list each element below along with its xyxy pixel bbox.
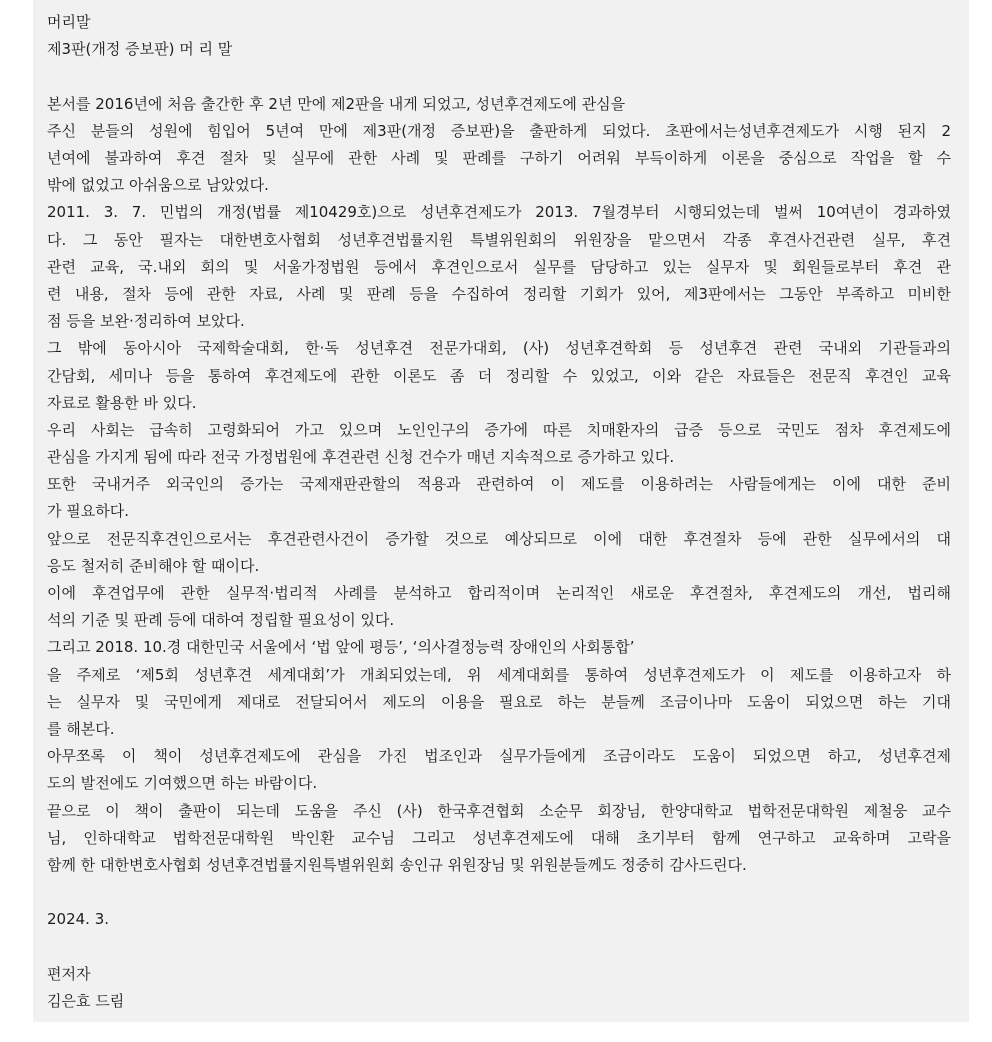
body-line: 아무쪼록 이 책이 성년후견제도에 관심을 가진 법조인과 실무가들에게 조금이라도 도움이 되었으면 하고, 성년후견제 bbox=[47, 747, 951, 766]
preface-text bbox=[47, 9, 951, 1015]
body-line: 관심을 가지게 됨에 따라 전국 가정법원에 후견관련 신청 건수가 매년 지속적으로 증가하고 있다. bbox=[47, 448, 675, 467]
preface-title: 제3판(개정 증보판) 머 리 말 bbox=[47, 40, 233, 59]
spacer bbox=[47, 934, 951, 961]
body-line: 련 내용, 절차 등에 관한 자료, 사례 및 판례 등을 수집하여 정리할 기회가 있어, 제3판에서는 그동안 부족하고 미비한 bbox=[47, 284, 951, 303]
body-line: 밖에 없었고 아쉬움으로 남았었다. bbox=[47, 176, 269, 195]
body-line: 다. 그 동안 필자는 대한변호사협회 성년후견법률지원 특별위원회의 위원장을 맡으면서 각종 후견사건관련 실무, 후견 bbox=[47, 230, 951, 249]
body-line: 년여에 불과하여 후견 절차 및 실무에 관한 사례 및 판례를 구하기 어려워 부득이하게 이론을 중심으로 작업을 할 수 bbox=[47, 148, 951, 167]
body-line: 을 주제로 ‘제5회 성년후견 세계대회’가 개최되었는데, 위 세계대회를 통하여 성년후견제도가 이 제도를 이용하고자 하 bbox=[47, 665, 951, 684]
author-signature: 김은효 드림 bbox=[47, 992, 125, 1010]
body-line: 자료로 활용한 바 있다. bbox=[47, 393, 197, 412]
body-line: 본서를 2016년에 처음 출간한 후 2년 만에 제2판을 내게 되었고, 성년후견제도에 관심을 bbox=[47, 94, 626, 113]
body-line: 응도 철저히 준비해야 할 때이다. bbox=[47, 556, 260, 575]
body-line: 도의 발전에도 기여했으면 하는 바람이다. bbox=[47, 774, 318, 793]
body-line: 석의 기준 및 판례 등에 대하여 정립할 필요성이 있다. bbox=[47, 611, 395, 630]
body-line: 2011. 3. 7. 민법의 개정(법률 제10429호)으로 성년후견제도가 2013. 7월경부터 시행되었는데 벌써 10여년이 경과하였 bbox=[47, 203, 951, 222]
body-line: 를 해본다. bbox=[47, 720, 115, 739]
body-line: 앞으로 전문직후견인으로서는 후견관련사건이 증가할 것으로 예상되므로 이에 대한 후견절차 등에 관한 실무에서의 대 bbox=[47, 529, 951, 548]
body-line: 끝으로 이 책이 출판이 되는데 도움을 주신 (사) 한국후견협회 소순무 회장님, 한양대학교 법학전문대학원 제철웅 교수 bbox=[47, 801, 951, 820]
date-line: 2024. 3. bbox=[47, 910, 110, 929]
author-role: 편저자 bbox=[47, 964, 91, 983]
body-line: 는 실무자 및 국민에게 제대로 전달되어서 제도의 이용을 필요로 하는 분들께 조금이나마 도움이 되었으면 하는 기대 bbox=[47, 692, 951, 711]
body-line: 함께 한 대한변호사협회 성년후견법률지원특별위원회 송인규 위원장님 및 위원분들께도 정중히 감사드린다. bbox=[47, 856, 747, 875]
body-line: 가 필요하다. bbox=[47, 502, 129, 521]
body-line: 이에 후견업무에 관한 실무적·법리적 사례를 분석하고 합리적이며 논리적인 새로운 후견절차, 후견제도의 개선, 법리해 bbox=[47, 584, 951, 603]
document-panel bbox=[33, 0, 969, 1022]
body-line: 님, 인하대학교 법학전문대학원 박인환 교수님 그리고 성년후견제도에 대해 초기부터 함께 연구하고 교육하며 고락을 bbox=[47, 828, 951, 847]
body-line: 우리 사회는 급속히 고령화되어 가고 있으며 노인인구의 증가에 따른 치매환자의 급증 등으로 국민도 점차 후견제도에 bbox=[47, 420, 951, 439]
spacer bbox=[47, 63, 951, 90]
body-line: 그 밖에 동아시아 국제학술대회, 한·독 성년후견 전문가대회, (사) 성년후견학회 등 성년후견 관련 국내외 기관들과의 bbox=[47, 339, 951, 358]
spacer bbox=[47, 879, 951, 906]
body-line: 또한 국내거주 외국인의 증가는 국제재판관할의 적용과 관련하여 이 제도를 이용하려는 사람들에게는 이에 대한 준비 bbox=[47, 475, 951, 494]
section-label: 머리말 bbox=[47, 13, 91, 31]
body-line: 간담회, 세미나 등을 통하여 후견제도에 관한 이론도 좀 더 정리할 수 있었고, 이와 같은 자료들은 전문직 후견인 교육 bbox=[47, 366, 951, 385]
body-line: 그리고 2018. 10.경 대한민국 서울에서 ‘법 앞에 평등’, ‘의사결정능력 장애인의 사회통합’ bbox=[47, 638, 635, 657]
body-line: 주신 분들의 성원에 힘입어 5년여 만에 제3판(개정 증보판)을 출판하게 되었다. 초판에서는성년후견제도가 시행 된지 2 bbox=[47, 121, 951, 140]
body-line: 관련 교육, 국.내외 회의 및 서울가정법원 등에서 후견인으로서 실무를 담당하고 있는 실무자 및 회원들로부터 후견 관 bbox=[47, 257, 951, 276]
body-line: 점 등을 보완·정리하여 보았다. bbox=[47, 312, 245, 331]
